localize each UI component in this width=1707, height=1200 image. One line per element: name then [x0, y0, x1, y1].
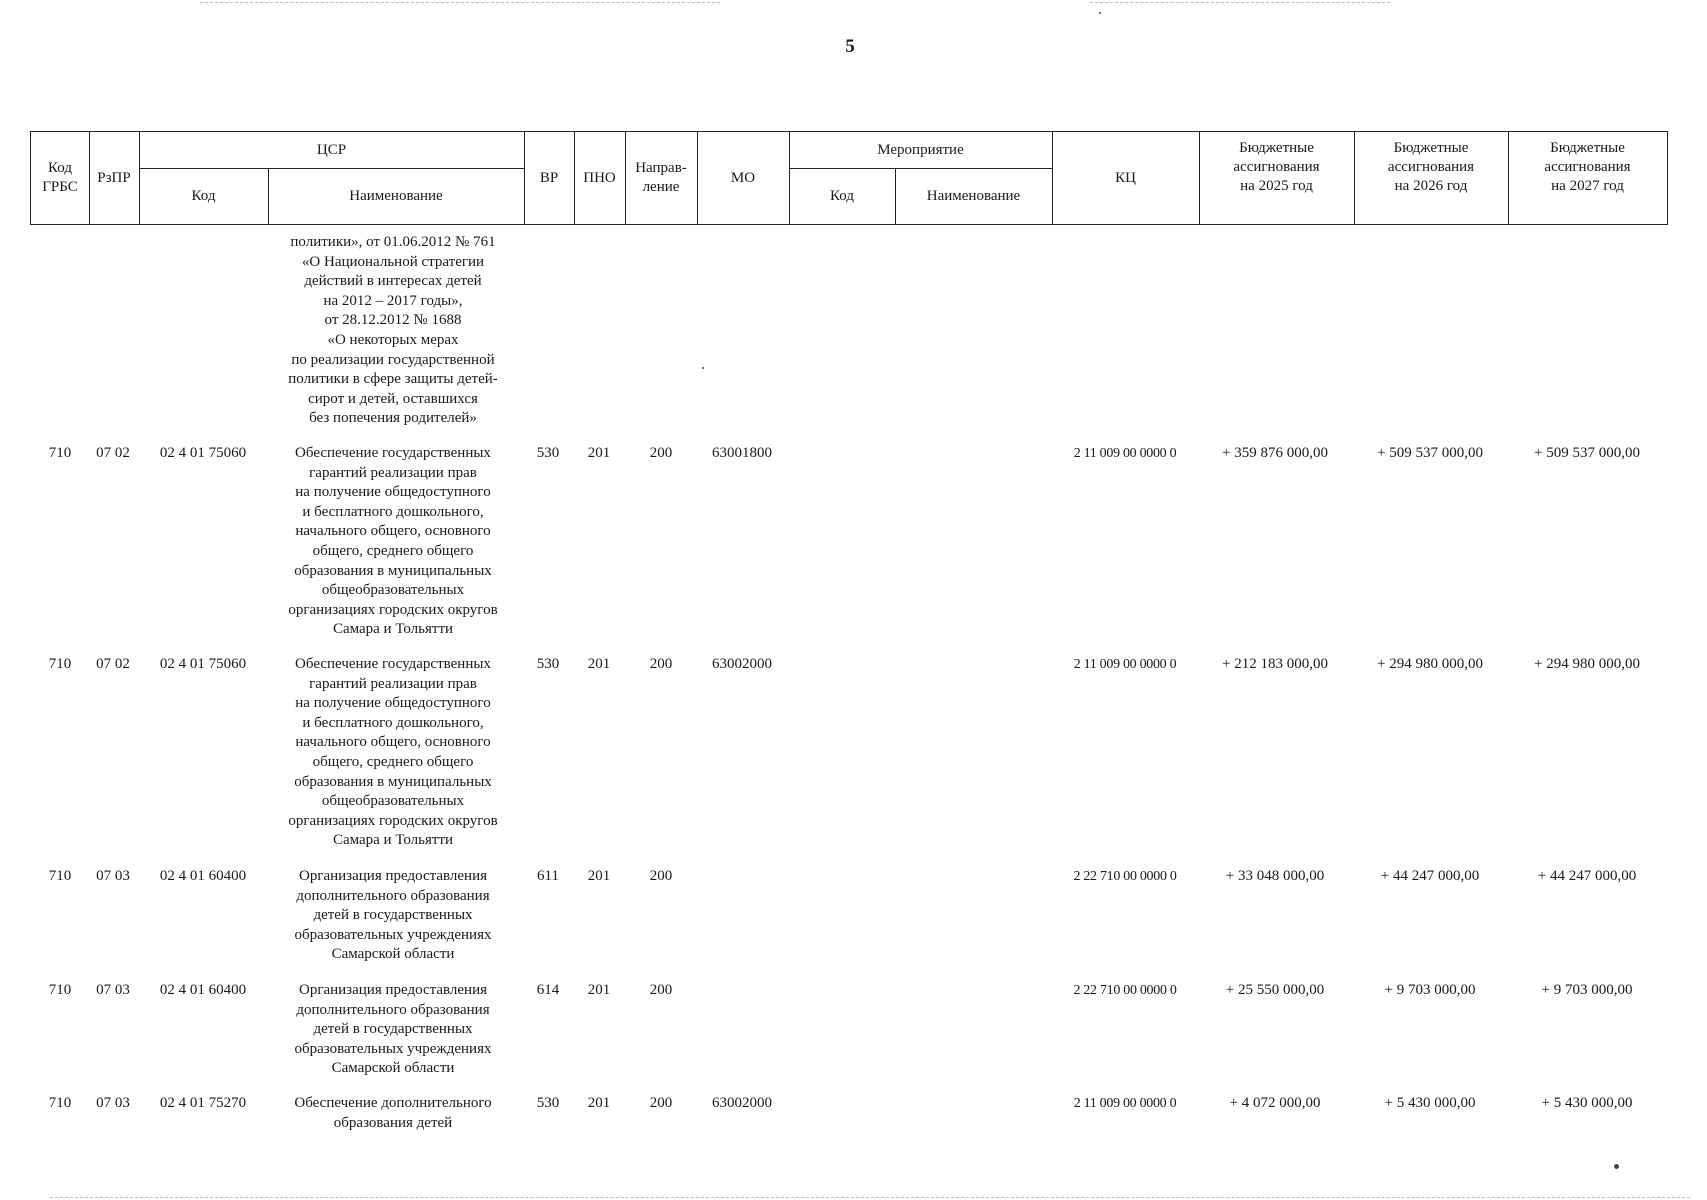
scan-speck — [702, 367, 704, 369]
cell-napravlenie: 200 — [649, 982, 673, 998]
cell-budget-2026: + 9 703 000,00 — [1384, 982, 1476, 998]
header-csr-name: Наименование — [349, 188, 443, 204]
cell-vr: 611 — [537, 868, 559, 884]
cell-name: Обеспечение государственных гарантий реализации прав на получение общедоступного и бесплатного дошкольного, начального общего, основного общего, среднего общего образования в муниципальных общеобразовательных организациях городских округов Самара и Тольятти — [288, 656, 498, 849]
cell-budget-2025: + 33 048 000,00 — [1225, 868, 1325, 884]
header-budget-2027: Бюджетные ассигнования на 2027 год — [1544, 139, 1631, 194]
cell-csr-kod: 02 4 01 60400 — [159, 982, 247, 998]
cell-budget-2026: + 44 247 000,00 — [1380, 868, 1480, 884]
cell-kc: 2 22 710 00 0000 0 — [1073, 983, 1177, 998]
cell-name: Обеспечение дополнительного образования детей — [294, 1095, 492, 1131]
cell-name: Организация предоставления дополнительного образования детей в государственных образовательных учреждениях Самарской области — [294, 982, 492, 1077]
cell-budget-2025: + 25 550 000,00 — [1225, 982, 1325, 998]
header-mer-kod: Код — [830, 188, 854, 204]
carryover-name-text: политики», от 01.06.2012 № 761 «О Национальной стратегии действий в интересах детей на 2012 – 2017 годы», от 28.12.2012 № 1688 «О некоторых мерах по реализации государственной политики в сфере защиты детей- сирот и детей, оставшихся без попечения родителей» — [288, 234, 498, 427]
cell-budget-2027: + 44 247 000,00 — [1537, 868, 1637, 884]
cell-rzpr: 07 02 — [96, 656, 130, 672]
cell-kc: 2 11 009 00 0000 0 — [1073, 1096, 1177, 1111]
cell-vr: 614 — [536, 982, 560, 998]
cell-rzpr: 07 03 — [96, 868, 130, 884]
cell-budget-2027: + 5 430 000,00 — [1541, 1095, 1633, 1111]
cell-rzpr: 07 03 — [96, 1095, 130, 1111]
cell-budget-2026: + 294 980 000,00 — [1377, 656, 1483, 672]
cell-pno: 201 — [587, 868, 611, 884]
cell-csr-kod: 02 4 01 75270 — [159, 1095, 247, 1111]
header-pno: ПНО — [583, 169, 616, 186]
cell-grbs: 710 — [48, 1095, 72, 1111]
cell-mo: 63001800 — [712, 445, 772, 461]
cell-kc: 2 11 009 00 0000 0 — [1073, 657, 1177, 672]
cell-budget-2027: + 294 980 000,00 — [1534, 656, 1640, 672]
cell-csr-kod: 02 4 01 75060 — [159, 445, 247, 461]
header-vr: ВР — [539, 169, 559, 186]
scan-edge-bottom — [50, 1197, 1690, 1198]
cell-pno: 201 — [587, 445, 611, 461]
page-number: 5 — [845, 36, 855, 57]
scan-speck — [1099, 12, 1101, 14]
cell-grbs: 710 — [48, 868, 72, 884]
header-csr-kod: Код — [191, 188, 216, 204]
cell-vr: 530 — [536, 656, 560, 672]
cell-budget-2025: + 212 183 000,00 — [1222, 656, 1328, 672]
header-napravlenie: Направ- ление — [635, 160, 687, 195]
cell-grbs: 710 — [48, 982, 72, 998]
cell-napravlenie: 200 — [649, 445, 673, 461]
scan-edge-top — [200, 2, 720, 3]
cell-budget-2026: + 5 430 000,00 — [1384, 1095, 1476, 1111]
cell-napravlenie: 200 — [649, 656, 673, 672]
cell-kc: 2 22 710 00 0000 0 — [1073, 869, 1177, 884]
cell-budget-2025: + 4 072 000,00 — [1229, 1095, 1321, 1111]
table-header — [30, 131, 1668, 225]
cell-name: Организация предоставления дополнительного образования детей в государственных образовательных учреждениях Самарской области — [294, 868, 492, 963]
cell-rzpr: 07 02 — [96, 445, 130, 461]
cell-grbs: 710 — [48, 445, 72, 461]
header-mo: МО — [730, 169, 756, 186]
cell-pno: 201 — [587, 1095, 611, 1111]
cell-budget-2026: + 509 537 000,00 — [1377, 445, 1483, 461]
header-kod-grbs: Код ГРБС — [42, 160, 78, 195]
cell-napravlenie: 200 — [649, 868, 673, 884]
cell-name: Обеспечение государственных гарантий реализации прав на получение общедоступного и бесплатного дошкольного, начального общего, основного общего, среднего общего образования в муниципальных общеобразовательных организациях городских округов Самара и Тольятти — [288, 445, 498, 638]
header-rzpr: РзПР — [97, 169, 131, 186]
cell-csr-kod: 02 4 01 60400 — [159, 868, 247, 884]
scan-speck — [1614, 1164, 1619, 1169]
cell-budget-2027: + 9 703 000,00 — [1541, 982, 1633, 998]
header-mer-name: Наименование — [926, 188, 1021, 204]
cell-csr-kod: 02 4 01 75060 — [159, 656, 247, 672]
cell-mo: 63002000 — [712, 656, 772, 672]
cell-grbs: 710 — [48, 656, 72, 672]
header-budget-2025: Бюджетные ассигнования на 2025 год — [1233, 139, 1320, 194]
cell-kc: 2 11 009 00 0000 0 — [1073, 446, 1177, 461]
header-kc: КЦ — [1115, 169, 1136, 186]
header-meropriyatie: Мероприятие — [877, 141, 964, 158]
cell-napravlenie: 200 — [649, 1095, 673, 1111]
cell-rzpr: 07 03 — [96, 982, 130, 998]
cell-pno: 201 — [587, 656, 611, 672]
scan-edge-top — [1090, 2, 1390, 3]
header-csr: ЦСР — [316, 141, 347, 158]
cell-mo: 63002000 — [712, 1095, 772, 1111]
cell-vr: 530 — [536, 445, 560, 461]
cell-pno: 201 — [587, 982, 611, 998]
cell-vr: 530 — [536, 1095, 560, 1111]
cell-budget-2027: + 509 537 000,00 — [1534, 445, 1640, 461]
cell-budget-2025: + 359 876 000,00 — [1222, 445, 1328, 461]
header-budget-2026: Бюджетные ассигнования на 2026 год — [1387, 139, 1475, 194]
